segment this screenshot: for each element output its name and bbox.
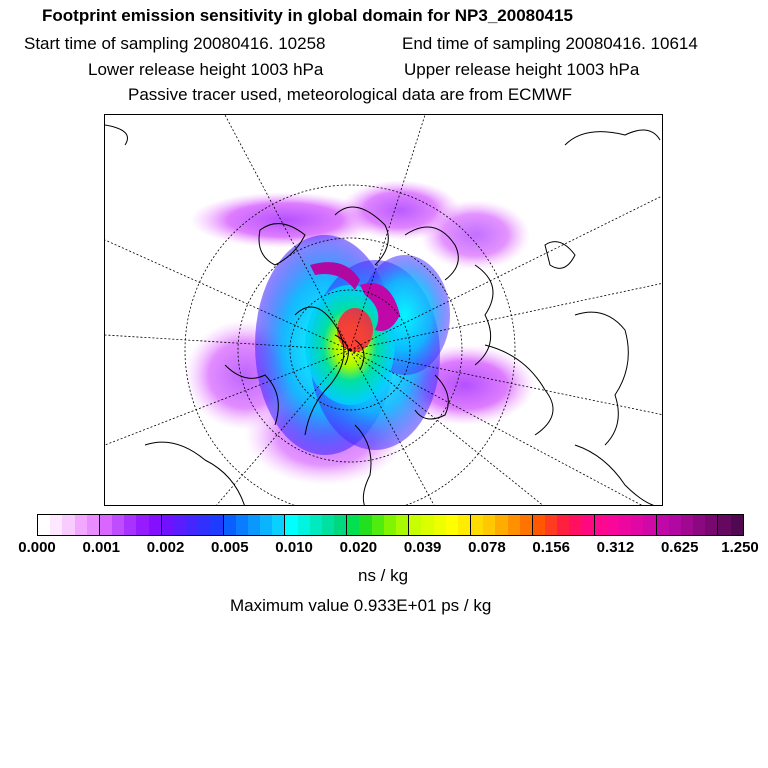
color-scale-cell (471, 515, 483, 535)
color-scale-cell (669, 515, 681, 535)
maximum-value-label: Maximum value 0.933E+01 ps / kg (230, 596, 492, 615)
color-scale-cell (322, 515, 334, 535)
footprint-plume (185, 180, 535, 485)
color-scale-cell (508, 515, 520, 535)
color-scale-cell (446, 515, 458, 535)
color-scale-tick-label: 0.020 (339, 539, 378, 556)
start-time-label: Start time of sampling 20080416. 10258 (24, 34, 326, 53)
color-scale-cell (224, 515, 236, 535)
color-scale-cell (718, 515, 730, 535)
color-scale-cell (298, 515, 310, 535)
color-scale-cell (631, 515, 643, 535)
color-scale-cell (124, 515, 136, 535)
color-scale-ticks (0, 539, 768, 559)
upper-release-label: Upper release height 1003 hPa (404, 60, 640, 79)
coastline (145, 442, 245, 506)
color-scale-cell (421, 515, 433, 535)
color-scale-cell (681, 515, 693, 535)
color-scale-cell (174, 515, 186, 535)
color-scale-tick-label: 0.010 (275, 539, 313, 556)
color-scale-cell (210, 515, 223, 535)
plume-northeast (420, 200, 530, 270)
color-scale-cell (162, 515, 174, 535)
color-scale-cell (582, 515, 595, 535)
color-scale-cell (236, 515, 248, 535)
color-scale-cell (731, 515, 743, 535)
color-scale-cell (533, 515, 545, 535)
color-scale-cell (149, 515, 162, 535)
color-scale-cell (643, 515, 656, 535)
color-scale-cell (372, 515, 384, 535)
color-scale-cell (248, 515, 260, 535)
color-scale-tick-label: 0.001 (82, 539, 121, 556)
color-scale-cell (557, 515, 569, 535)
color-scale-tick-label: 0.312 (596, 539, 635, 556)
color-scale-tick-label: 0.005 (211, 539, 249, 556)
map-title: Footprint emission sensitivity in global domain for NP3_20080415 (42, 6, 573, 25)
lower-release-label: Lower release height 1003 hPa (88, 60, 324, 79)
color-scale-tick-label: 0.625 (660, 539, 699, 556)
color-scale-cell (100, 515, 112, 535)
color-scale-cell (334, 515, 347, 535)
color-scale-cell (483, 515, 495, 535)
color-scale-tick-label: 0.078 (468, 539, 506, 556)
color-scale-cell (62, 515, 74, 535)
coastline (545, 242, 575, 269)
color-scale-cell (409, 515, 421, 535)
map-panel (104, 114, 663, 506)
color-scale-tick-label: 0.000 (18, 539, 56, 556)
color-scale-cell (595, 515, 607, 535)
color-scale-cell (693, 515, 705, 535)
color-scale-cell (495, 515, 507, 535)
color-scale-cell (657, 515, 669, 535)
color-scale-cell (434, 515, 446, 535)
plume-peak (337, 308, 373, 352)
tracer-info-label: Passive tracer used, meteorological data are from ECMWF (128, 85, 573, 104)
color-scale-cell (619, 515, 631, 535)
polar-map (105, 115, 663, 506)
color-scale-tick-label: 1.250 (721, 539, 759, 556)
color-scale-cell (520, 515, 533, 535)
color-scale-cell (272, 515, 285, 535)
units-label: ns / kg (358, 566, 409, 585)
color-scale-cell (359, 515, 371, 535)
color-scale-tick-label: 0.039 (403, 539, 442, 556)
color-scale-cell (75, 515, 87, 535)
end-time-label: End time of sampling 20080416. 10614 (402, 34, 698, 53)
color-scale-cell (112, 515, 124, 535)
color-scale-bar (37, 514, 744, 536)
color-scale-cell (38, 515, 50, 535)
color-scale-cell (186, 515, 198, 535)
color-scale-tick-label: 0.156 (532, 539, 570, 556)
color-scale-cell (136, 515, 148, 535)
color-scale-cell (458, 515, 471, 535)
color-scale-tick-label: 0.002 (146, 539, 185, 556)
coastline (565, 130, 660, 145)
color-scale-cell (569, 515, 581, 535)
coastline (575, 312, 628, 445)
color-scale-cell (198, 515, 210, 535)
color-scale-cell (607, 515, 619, 535)
color-scale-cell (705, 515, 718, 535)
color-scale-cell (545, 515, 557, 535)
color-scale-cell (260, 515, 272, 535)
color-scale-cell (285, 515, 297, 535)
color-scale-cell (50, 515, 62, 535)
color-scale-cell (347, 515, 359, 535)
color-scale-cell (310, 515, 322, 535)
color-scale-cell (87, 515, 100, 535)
coastline (105, 125, 128, 145)
color-scale-cell (396, 515, 409, 535)
coastline (575, 445, 660, 506)
color-scale-cell (384, 515, 396, 535)
